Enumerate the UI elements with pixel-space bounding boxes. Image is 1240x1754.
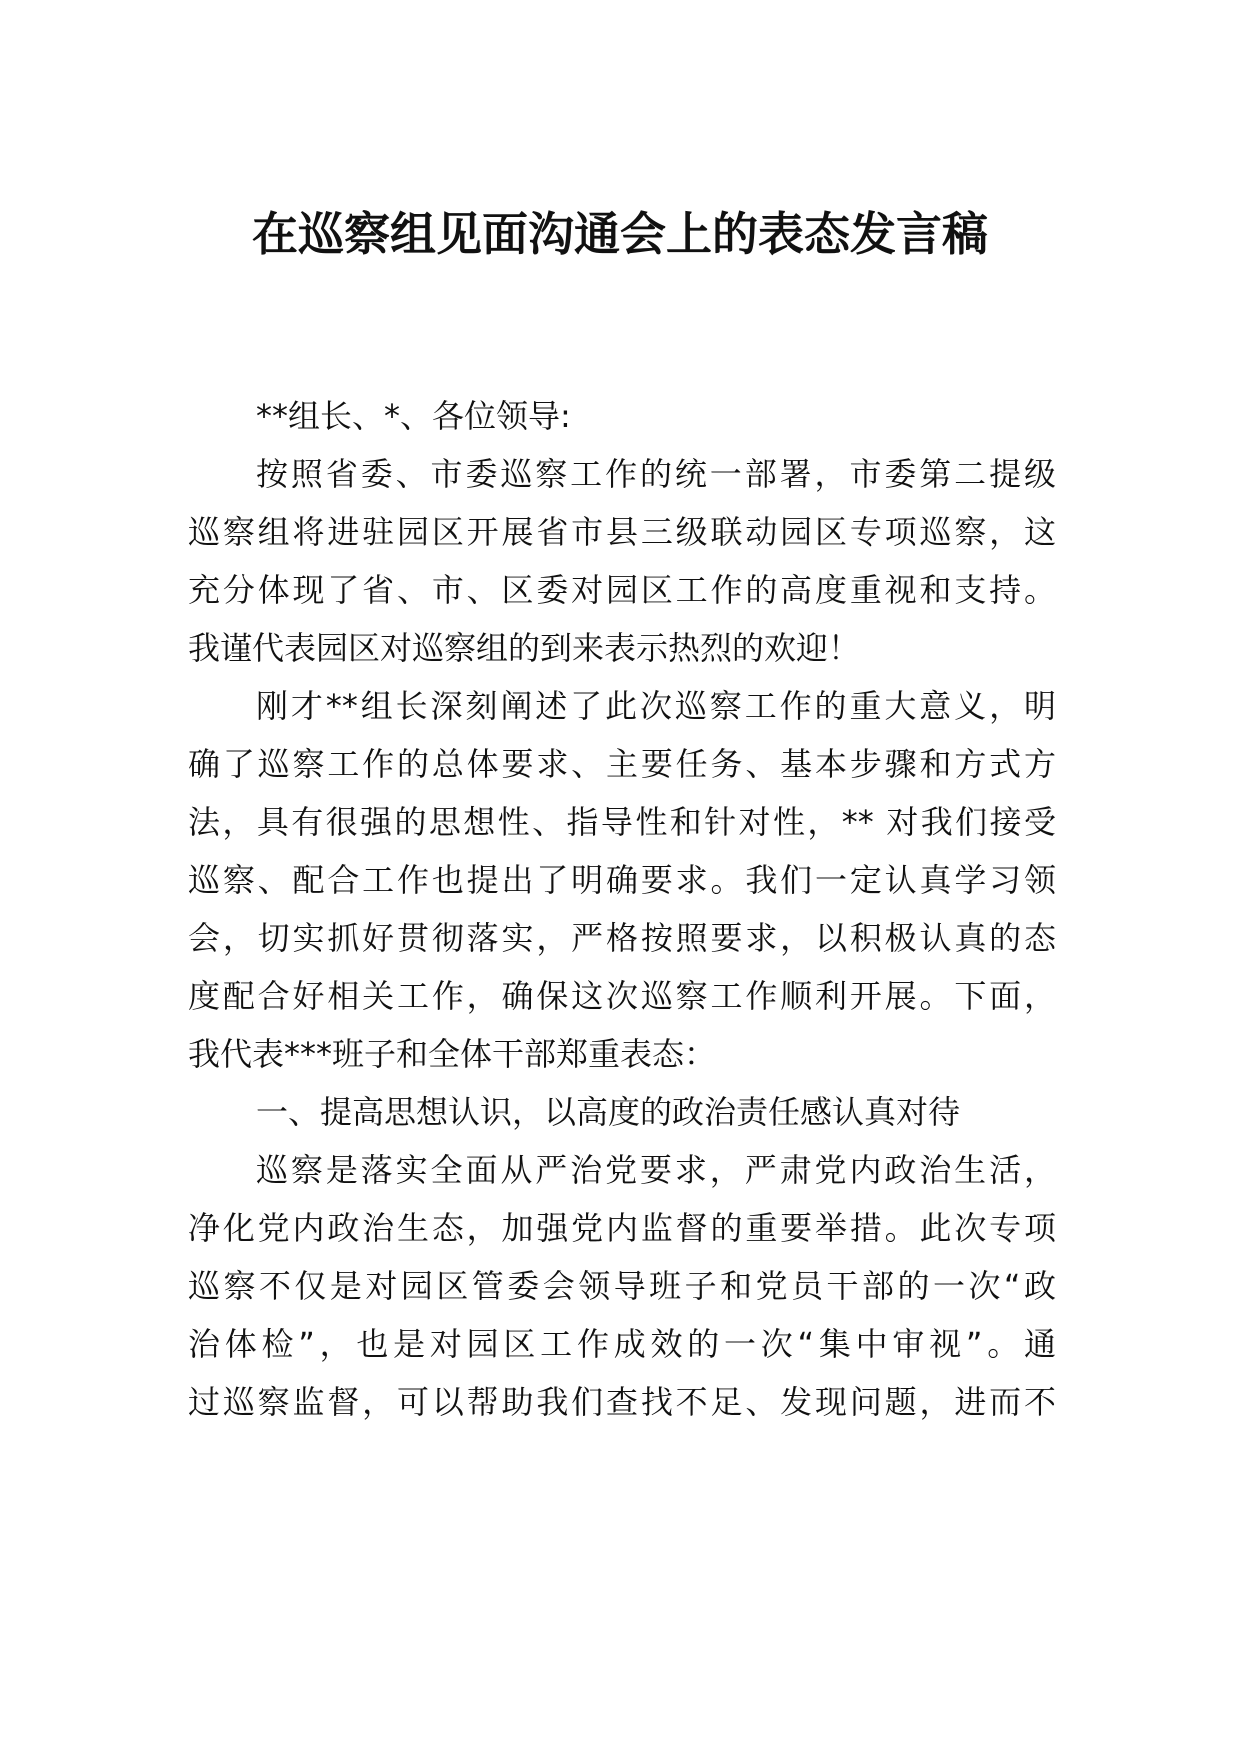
paragraph-line: 充分体现了省、市、区委对园区工作的高度重视和支持。 — [188, 571, 1056, 609]
section-heading: 一、提高思想认识，以高度的政治责任感认真对待 — [256, 1093, 961, 1131]
salutation: **组长、*、各位领导: — [256, 397, 571, 435]
paragraph-line: 巡察不仅是对园区管委会领导班子和党员干部的一次“政 — [188, 1267, 1056, 1305]
paragraph-line: 我谨代表园区对巡察组的到来表示热烈的欢迎！ — [188, 629, 861, 667]
paragraph-line: 治体检”，也是对园区工作成效的一次“集中审视”。通 — [188, 1325, 1056, 1363]
paragraph-line: 巡察、配合工作也提出了明确要求。我们一定认真学习领 — [188, 861, 1056, 899]
paragraph-line: 过巡察监督，可以帮助我们查找不足、发现问题，进而不 — [188, 1383, 1056, 1421]
paragraph-line: 确了巡察工作的总体要求、主要任务、基本步骤和方式方 — [188, 745, 1056, 783]
paragraph-line: 按照省委、市委巡察工作的统一部署，市委第二提级 — [256, 455, 1056, 493]
paragraph-line: 度配合好相关工作，确保这次巡察工作顺利开展。下面， — [188, 977, 1056, 1015]
paragraph-line: 法，具有很强的思想性、指导性和针对性，** 对我们接受 — [188, 803, 1056, 841]
paragraph-line: 我代表***班子和全体干部郑重表态： — [188, 1035, 717, 1073]
paragraph-line: 巡察组将进驻园区开展省市县三级联动园区专项巡察，这 — [188, 513, 1056, 551]
paragraph-line: 巡察是落实全面从严治党要求，严肃党内政治生活， — [256, 1151, 1056, 1189]
paragraph-line: 净化党内政治生态，加强党内监督的重要举措。此次专项 — [188, 1209, 1056, 1247]
paragraph-line: 刚才**组长深刻阐述了此次巡察工作的重大意义，明 — [256, 687, 1056, 725]
document-title: 在巡察组见面沟通会上的表态发言稿 — [252, 207, 988, 261]
paragraph-line: 会，切实抓好贯彻落实，严格按照要求，以积极认真的态 — [188, 919, 1056, 957]
